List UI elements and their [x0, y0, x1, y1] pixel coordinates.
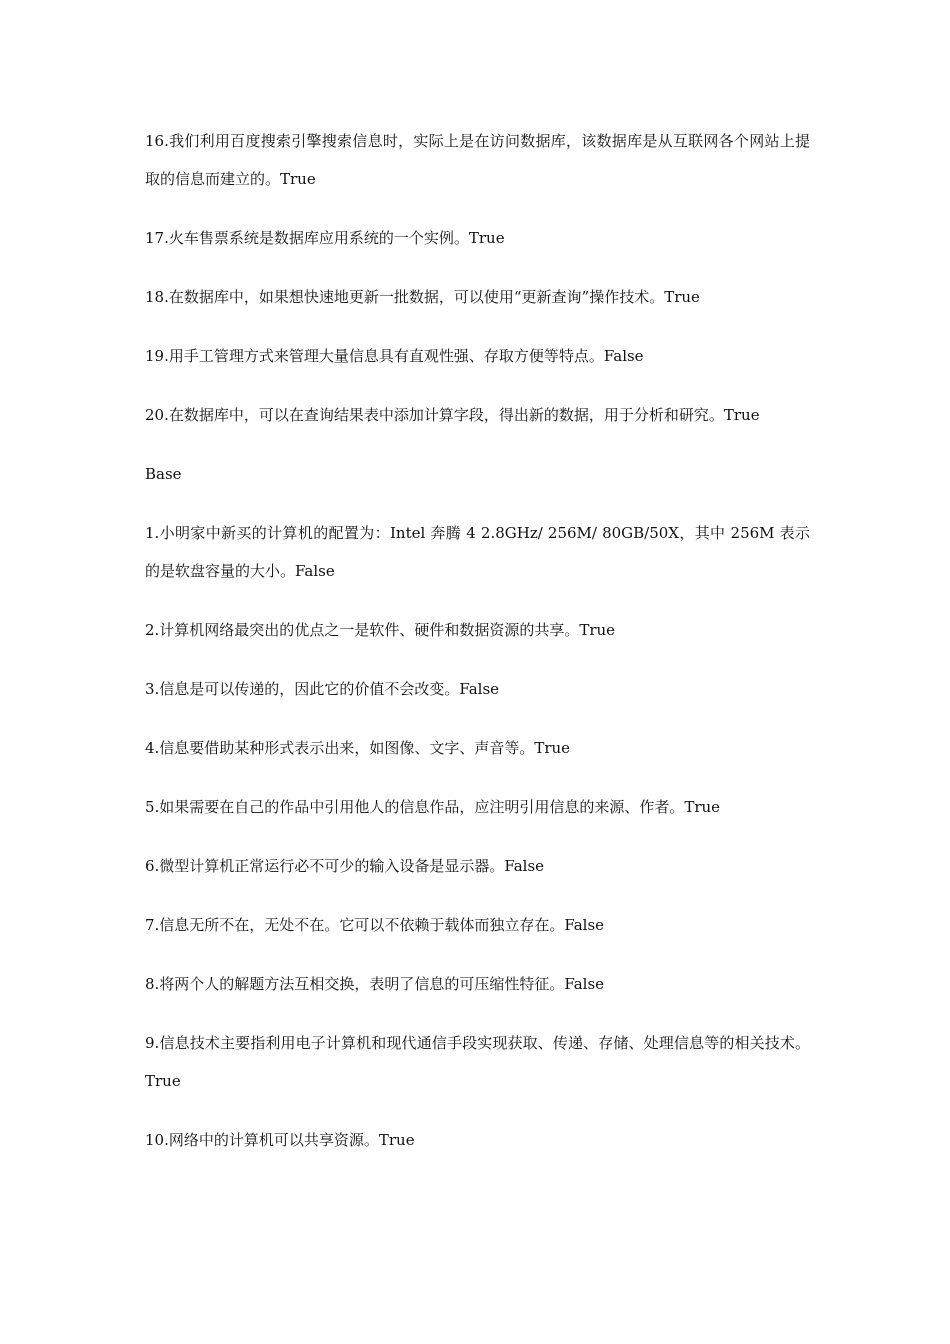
- document-content: [145, 122, 810, 1180]
- question-item: 6.微型计算机正常运行必不可少的输入设备是显示器。False: [145, 857, 545, 875]
- question-item: 5.如果需要在自己的作品中引用他人的信息作品，应注明引用信息的来源、作者。True: [145, 798, 721, 816]
- question-item: 18.在数据库中，如果想快速地更新一批数据，可以使用“更新查询”操作技术。True: [145, 288, 700, 306]
- question-item: 4.信息要借助某种形式表示出来，如图像、文字、声音等。True: [145, 739, 571, 757]
- section-heading: Base: [145, 465, 182, 483]
- question-item: 16.我们利用百度搜索引擎搜索信息时，实际上是在访问数据库，该数据库是从互联网各个网站上提取的信息而建立的。True: [145, 132, 810, 188]
- question-item: 9.信息技术主要指利用电子计算机和现代通信手段实现获取、传递、存储、处理信息等的相关技术。True: [145, 1034, 810, 1090]
- question-item: 3.信息是可以传递的，因此它的价值不会改变。False: [145, 680, 500, 698]
- question-item: 17.火车售票系统是数据库应用系统的一个实例。True: [145, 229, 505, 247]
- question-item: 20.在数据库中，可以在查询结果表中添加计算字段，得出新的数据，用于分析和研究。True: [145, 406, 760, 424]
- question-item: 10.网络中的计算机可以共享资源。True: [145, 1131, 415, 1149]
- question-item: 8.将两个人的解题方法互相交换，表明了信息的可压缩性特征。False: [145, 975, 605, 993]
- question-item: 2.计算机网络最突出的优点之一是软件、硬件和数据资源的共享。True: [145, 621, 616, 639]
- question-item: 7.信息无所不在，无处不在。它可以不依赖于载体而独立存在。False: [145, 916, 605, 934]
- question-item: 1.小明家中新买的计算机的配置为：Intel 奔腾 4 2.8GHz/ 256M/ 80GB/50X，其中 256M 表示的是软盘容量的大小。False: [145, 524, 810, 580]
- question-item: 19.用手工管理方式来管理大量信息具有直观性强、存取方便等特点。False: [145, 347, 644, 365]
